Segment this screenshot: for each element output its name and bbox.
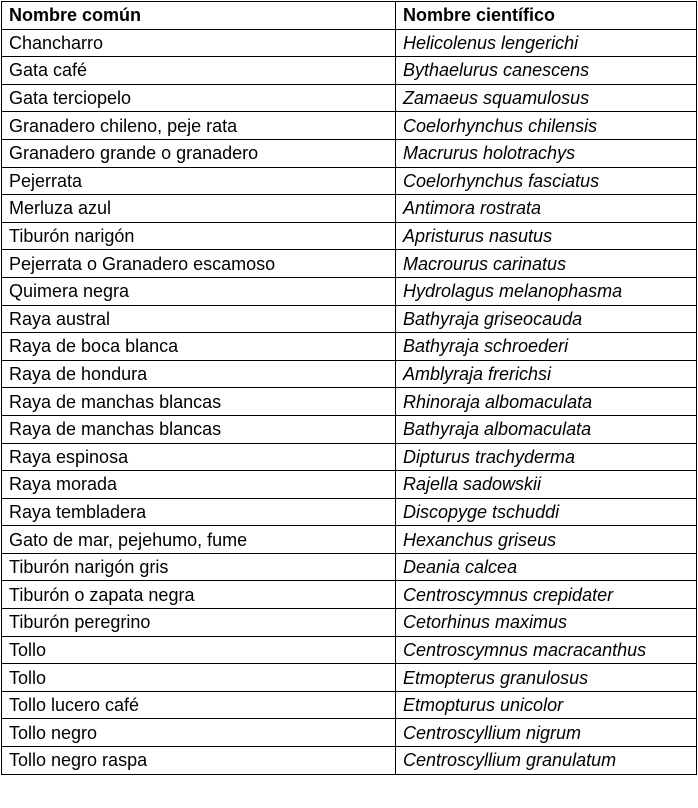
- table-row: [2, 57, 697, 85]
- table-row: [2, 498, 697, 526]
- scientific-name-cell: Dipturus trachyderma: [396, 443, 697, 471]
- scientific-name-cell: Hydrolagus melanophasma: [396, 277, 697, 305]
- common-name-cell: Tollo negro: [2, 719, 396, 747]
- table-row: [2, 388, 697, 416]
- table-row: [2, 691, 697, 719]
- table-row: [2, 84, 697, 112]
- scientific-name-cell: Coelorhynchus chilensis: [396, 112, 697, 140]
- scientific-name-cell: Macrourus carinatus: [396, 250, 697, 278]
- table-row: [2, 167, 697, 195]
- scientific-name-cell: Bathyraja griseocauda: [396, 305, 697, 333]
- scientific-name-cell: Bythaelurus canescens: [396, 57, 697, 85]
- scientific-name-cell: Macrurus holotrachys: [396, 139, 697, 167]
- scientific-name-cell: Bathyraja albomaculata: [396, 415, 697, 443]
- table-row: [2, 443, 697, 471]
- scientific-name-cell: Coelorhynchus fasciatus: [396, 167, 697, 195]
- table-body: [2, 29, 697, 774]
- scientific-name-cell: Apristurus nasutus: [396, 222, 697, 250]
- table-row: [2, 553, 697, 581]
- table-row: [2, 139, 697, 167]
- scientific-name-cell: Centroscymnus crepidater: [396, 581, 697, 609]
- scientific-name-cell: Centroscymnus macracanthus: [396, 636, 697, 664]
- common-name-cell: Tiburón o zapata negra: [2, 581, 396, 609]
- common-name-cell: Tiburón peregrino: [2, 609, 396, 637]
- common-name-cell: Gato de mar, pejehumo, fume: [2, 526, 396, 554]
- table-row: [2, 333, 697, 361]
- common-name-cell: Raya de boca blanca: [2, 333, 396, 361]
- common-name-cell: Raya espinosa: [2, 443, 396, 471]
- table-row: [2, 526, 697, 554]
- scientific-name-cell: Cetorhinus maximus: [396, 609, 697, 637]
- table-row: [2, 581, 697, 609]
- scientific-name-cell: Amblyraja frerichsi: [396, 360, 697, 388]
- common-name-cell: Raya de manchas blancas: [2, 388, 396, 416]
- scientific-name-cell: Hexanchus griseus: [396, 526, 697, 554]
- header-common-name: Nombre común: [2, 2, 396, 30]
- common-name-cell: Tollo negro raspa: [2, 747, 396, 775]
- common-name-cell: Raya morada: [2, 471, 396, 499]
- common-name-cell: Pejerrata o Granadero escamoso: [2, 250, 396, 278]
- scientific-name-cell: Discopyge tschuddi: [396, 498, 697, 526]
- common-name-cell: Granadero chileno, peje rata: [2, 112, 396, 140]
- table-row: [2, 609, 697, 637]
- table-row: [2, 471, 697, 499]
- common-name-cell: Pejerrata: [2, 167, 396, 195]
- scientific-name-cell: Helicolenus lengerichi: [396, 29, 697, 57]
- table-row: [2, 636, 697, 664]
- scientific-name-cell: Etmopterus granulosus: [396, 664, 697, 692]
- common-name-cell: Quimera negra: [2, 277, 396, 305]
- scientific-name-cell: Rajella sadowskii: [396, 471, 697, 499]
- common-name-cell: Raya de manchas blancas: [2, 415, 396, 443]
- table-row: [2, 719, 697, 747]
- common-name-cell: Tollo: [2, 636, 396, 664]
- scientific-name-cell: Rhinoraja albomaculata: [396, 388, 697, 416]
- header-scientific-name: Nombre científico: [396, 2, 697, 30]
- common-name-cell: Merluza azul: [2, 195, 396, 223]
- scientific-name-cell: Centroscyllium granulatum: [396, 747, 697, 775]
- header-row: [2, 2, 697, 30]
- common-name-cell: Chancharro: [2, 29, 396, 57]
- common-name-cell: Gata café: [2, 57, 396, 85]
- table-row: [2, 222, 697, 250]
- scientific-name-cell: Etmopturus unicolor: [396, 691, 697, 719]
- common-name-cell: Tollo: [2, 664, 396, 692]
- common-name-cell: Tollo lucero café: [2, 691, 396, 719]
- table-row: [2, 360, 697, 388]
- table-row: [2, 664, 697, 692]
- common-name-cell: Tiburón narigón gris: [2, 553, 396, 581]
- scientific-name-cell: Zamaeus squamulosus: [396, 84, 697, 112]
- table-header: [2, 2, 697, 30]
- species-table: [1, 1, 697, 775]
- table-row: [2, 250, 697, 278]
- table-row: [2, 29, 697, 57]
- common-name-cell: Gata terciopelo: [2, 84, 396, 112]
- scientific-name-cell: Antimora rostrata: [396, 195, 697, 223]
- scientific-name-cell: Deania calcea: [396, 553, 697, 581]
- common-name-cell: Raya austral: [2, 305, 396, 333]
- table-row: [2, 195, 697, 223]
- table-row: [2, 112, 697, 140]
- common-name-cell: Tiburón narigón: [2, 222, 396, 250]
- scientific-name-cell: Centroscyllium nigrum: [396, 719, 697, 747]
- table-row: [2, 305, 697, 333]
- common-name-cell: Granadero grande o granadero: [2, 139, 396, 167]
- table-row: [2, 415, 697, 443]
- scientific-name-cell: Bathyraja schroederi: [396, 333, 697, 361]
- common-name-cell: Raya de hondura: [2, 360, 396, 388]
- common-name-cell: Raya tembladera: [2, 498, 396, 526]
- table-row: [2, 747, 697, 775]
- table-row: [2, 277, 697, 305]
